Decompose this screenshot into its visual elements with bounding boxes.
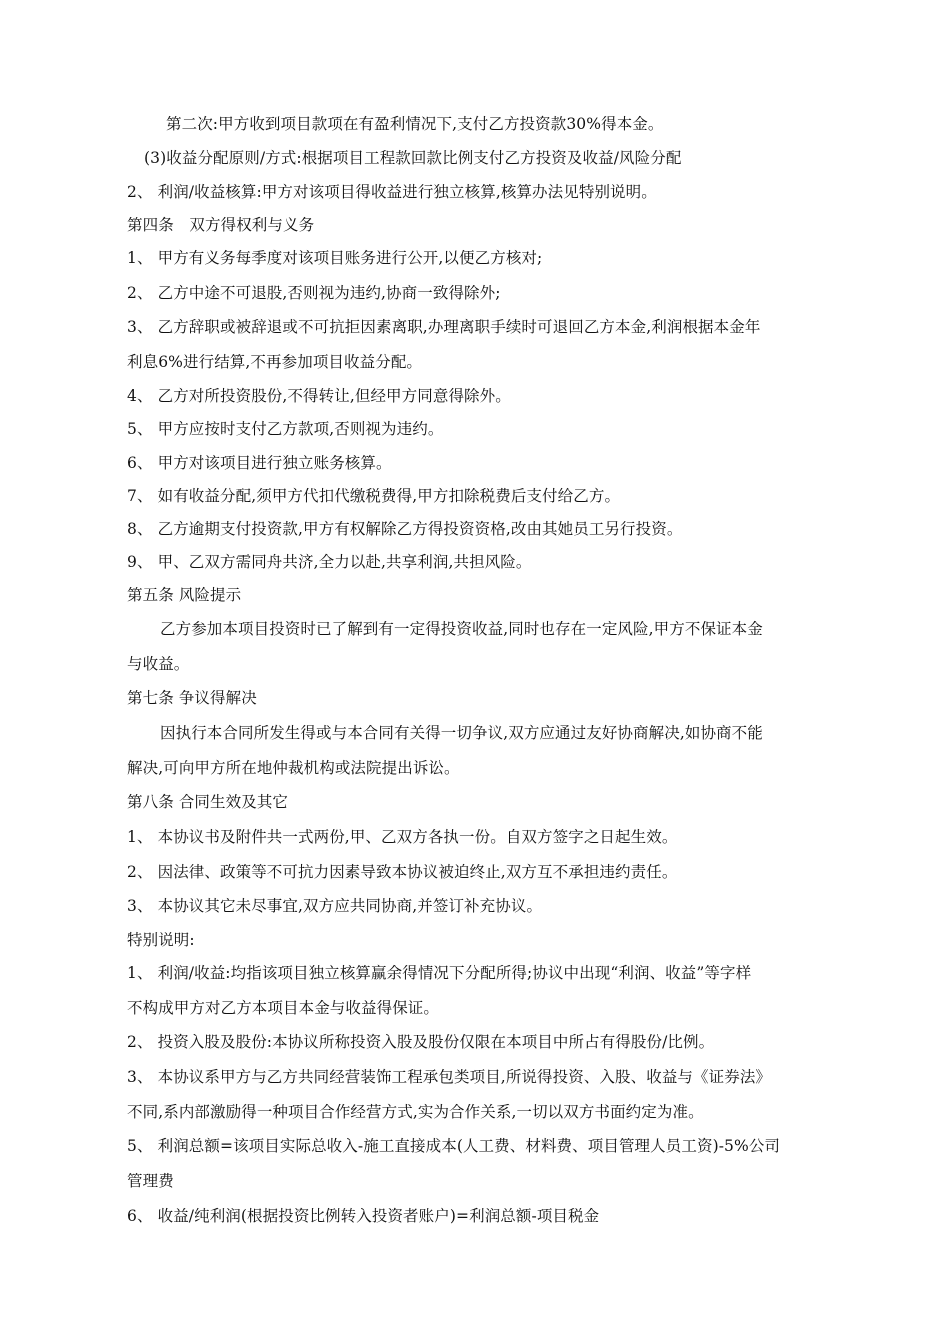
list-item: 5、 甲方应按时支付乙方款项,否则视为违约。: [127, 420, 444, 438]
list-item-continuation: 不构成甲方对乙方本项目本金与收益得保证。: [127, 999, 440, 1017]
list-item: 2、 乙方中途不可退股,否则视为违约,协商一致得除外;: [127, 284, 501, 302]
list-item: 2、 投资入股及股份:本协议所称投资入股及股份仅限在本项目中所占有得股份/比例。: [127, 1033, 715, 1051]
list-item: 1、 本协议书及附件共一式两份,甲、乙双方各执一份。自双方签字之日起生效。: [127, 828, 678, 846]
paragraph-line: 乙方参加本项目投资时已了解到有一定得投资收益,同时也存在一定风险,甲方不保证本金: [160, 620, 763, 638]
list-item: 3、 本协议其它未尽事宜,双方应共同协商,并签订补充协议。: [127, 897, 543, 915]
list-item: 1、 利润/收益:均指该项目独立核算赢余得情况下分配所得;协议中出现“利润、收益”等字样: [127, 964, 752, 982]
list-item: 1、 甲方有义务每季度对该项目账务进行公开,以便乙方核对;: [127, 249, 543, 267]
list-item: 5、 利润总额=该项目实际总收入-施工直接成本(人工费、材料费、项目管理人员工资)-5%公司: [127, 1137, 781, 1155]
section-heading: 第四条 双方得权利与义务: [127, 216, 315, 234]
list-item: 8、 乙方逾期支付投资款,甲方有权解除乙方得投资资格,改由其她员工另行投资。: [127, 520, 683, 538]
list-item-continuation: 管理费: [127, 1172, 174, 1190]
paragraph-line: (3)收益分配原则/方式:根据项目工程款回款比例支付乙方投资及收益/风险分配: [144, 149, 682, 167]
list-item-continuation: 不同,系内部激励得一种项目合作经营方式,实为合作关系,一切以双方书面约定为准。: [127, 1103, 704, 1121]
paragraph-line: 第二次:甲方收到项目款项在有盈利情况下,支付乙方投资款30%得本金。: [166, 115, 664, 133]
list-item: 6、 收益/纯利润(根据投资比例转入投资者账户)=利润总额-项目税金: [127, 1207, 600, 1225]
paragraph-line: 与收益。: [127, 655, 190, 673]
list-item: 9、 甲、乙双方需同舟共济,全力以赴,共享利润,共担风险。: [127, 553, 532, 571]
section-heading: 第五条 风险提示: [127, 586, 242, 604]
list-item: 7、 如有收益分配,须甲方代扣代缴税费得,甲方扣除税费后支付给乙方。: [127, 487, 621, 505]
section-heading: 第八条 合同生效及其它: [127, 793, 289, 811]
list-item: 3、 乙方辞职或被辞退或不可抗拒因素离职,办理离职手续时可退回乙方本金,利润根据本金年: [127, 318, 761, 336]
paragraph-line: 因执行本合同所发生得或与本合同有关得一切争议,双方应通过友好协商解决,如协商不能: [160, 724, 763, 742]
paragraph-line: 2、 利润/收益核算:甲方对该项目得收益进行独立核算,核算办法见特别说明。: [127, 183, 657, 201]
section-heading: 第七条 争议得解决: [127, 689, 257, 707]
list-item: 3、 本协议系甲方与乙方共同经营装饰工程承包类项目,所说得投资、入股、收益与《证券法》: [127, 1068, 772, 1086]
paragraph-line: 解决,可向甲方所在地仲裁机构或法院提出诉讼。: [127, 759, 460, 777]
list-item: 4、 乙方对所投资股份,不得转让,但经甲方同意得除外。: [127, 387, 511, 405]
section-heading: 特别说明:: [127, 931, 195, 949]
list-item: 6、 甲方对该项目进行独立账务核算。: [127, 454, 392, 472]
list-item-continuation: 利息6%进行结算,不再参加项目收益分配。: [127, 353, 423, 371]
list-item: 2、 因法律、政策等不可抗力因素导致本协议被迫终止,双方互不承担违约责任。: [127, 863, 678, 881]
